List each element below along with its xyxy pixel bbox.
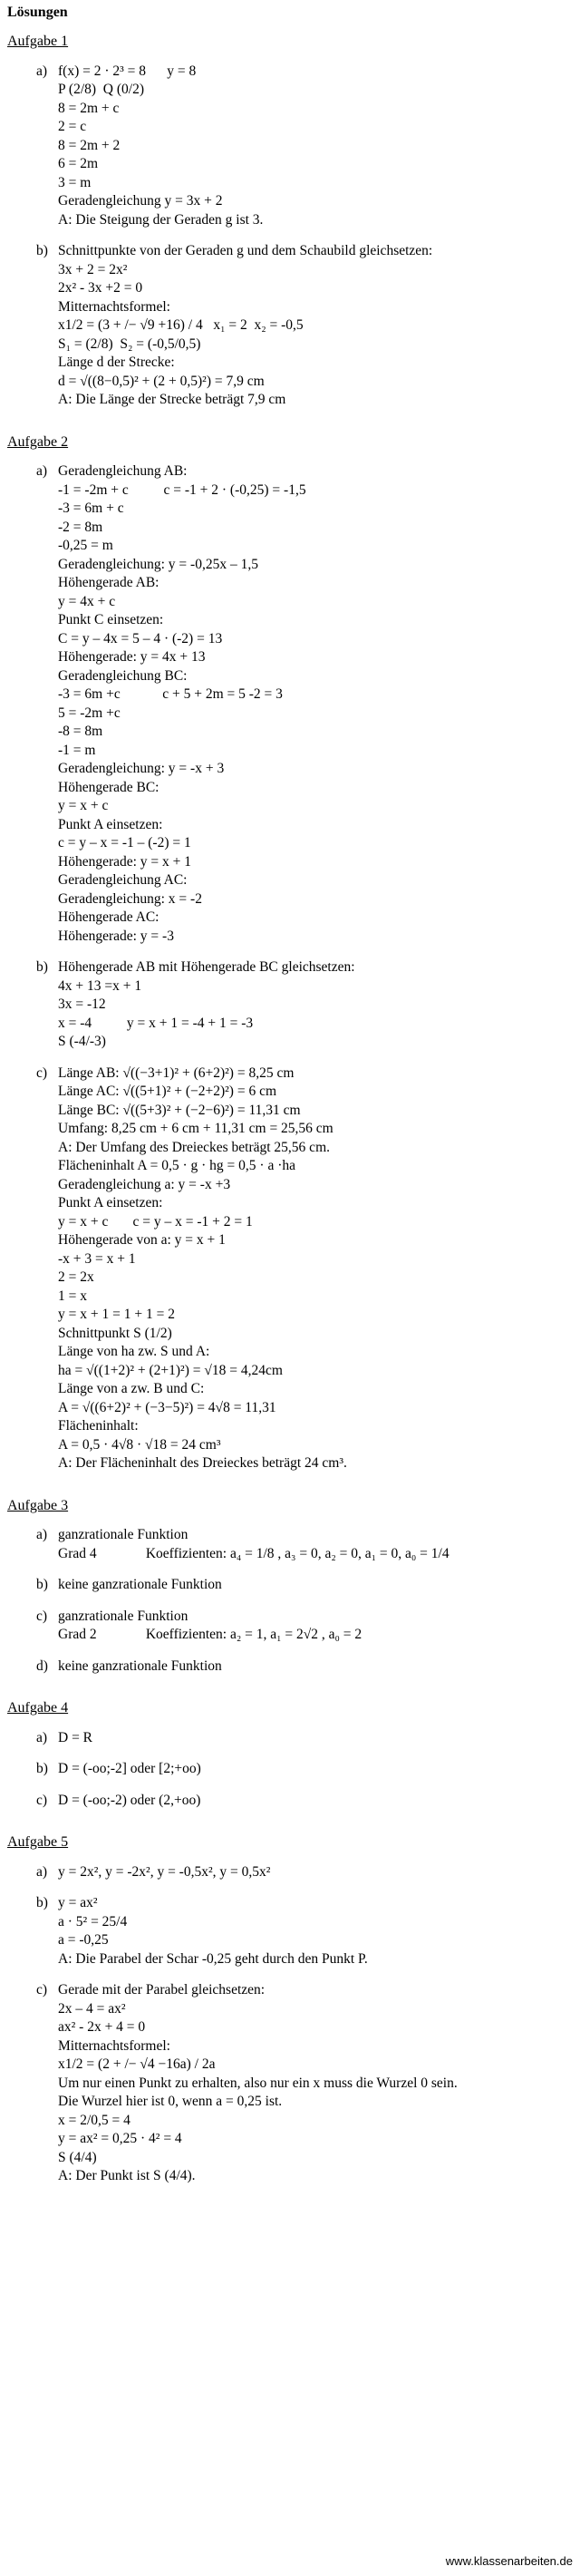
solution-line: Geradengleichung: y = -0,25x – 1,5 [58, 556, 258, 572]
subtask-label: b) [36, 1577, 48, 1592]
solution-line: Geradengleichung AC: [58, 872, 188, 888]
subtask [36, 1729, 580, 1748]
solution-line: Flächeninhalt A = 0,5 · g · hg = 0,5 · a ·ha [58, 1158, 295, 1173]
solution-line: S (-4/-3) [58, 1034, 106, 1049]
subtask-label: a) [36, 463, 48, 479]
solution-line: f(x) = 2 · 2³ = 8 y = 8 [58, 63, 197, 79]
solution-line: S (4/4) [58, 2149, 97, 2165]
subtask-body [58, 1981, 580, 2186]
solution-line: x = -4 y = x + 1 = -4 + 1 = -3 [58, 1015, 254, 1031]
subtask-body [58, 1526, 580, 1563]
solution-line: A = 0,5 · 4√8 · √18 = 24 cm³ [58, 1436, 221, 1453]
solution-line: Flächeninhalt: [58, 1418, 139, 1434]
solution-line: Um nur einen Punkt zu erhalten, also nur ein x muss die Wurzel 0 sein. [58, 2075, 458, 2091]
section-1 [0, 33, 580, 410]
subtask-label: c) [36, 1064, 48, 1081]
subtask-label: b) [36, 243, 48, 258]
solution-line: -0,25 = m [58, 538, 113, 553]
subtask-body [58, 242, 580, 410]
solution-line: Höhengerade AB: [58, 575, 160, 590]
solution-line: -1 = -2m + c c = -1 + 2 · (-0,25) = -1,5 [58, 481, 306, 498]
subtask-label: b) [36, 1895, 48, 1910]
solution-line: A: Der Umfang des Dreieckes beträgt 25,56 cm. [58, 1139, 330, 1155]
solution-line: Umfang: 8,25 cm + 6 cm + 11,31 cm = 25,56 cm [58, 1121, 334, 1136]
solution-line: 2 = c [58, 119, 87, 134]
solution-line: -3 = 6m + c [58, 501, 124, 516]
solution-line: Geradengleichung BC: [58, 667, 188, 684]
solution-line: y = 2x², y = -2x², y = -0,5x², y = 0,5x² [58, 1863, 271, 1880]
solution-line: Die Wurzel hier ist 0, wenn a = 0,25 ist. [58, 2094, 283, 2109]
solution-line: A: Die Länge der Strecke beträgt 7,9 cm [58, 392, 286, 407]
solution-line: Länge BC: √((5+3)² + (−2−6)²) = 11,31 cm [58, 1102, 301, 1118]
solution-line: y = ax² [58, 1895, 98, 1910]
solution-line: Punkt A einsetzen: [58, 816, 163, 832]
solution-line: 2 = 2x [58, 1269, 94, 1285]
subtask-label: c) [36, 1982, 48, 1998]
solution-line: 5 = -2m +c [58, 705, 121, 721]
solution-line: Höhengerade BC: [58, 779, 160, 795]
section-heading: Aufgabe 2 [7, 433, 69, 450]
solution-line: y = x + c [58, 798, 109, 813]
solution-line: -3 = 6m +c c + 5 + 2m = 5 -2 = 3 [58, 686, 283, 702]
solutions-document [0, 27, 580, 2210]
subtask [36, 462, 580, 946]
solution-line: 3 = m [58, 174, 92, 190]
solution-line: A: Die Parabel der Schar -0,25 geht durch den Punkt P. [58, 1950, 368, 1967]
subtask-label: b) [36, 1761, 48, 1776]
subtask-label: c) [36, 1792, 48, 1808]
section-2 [0, 433, 580, 1473]
subtask-body [58, 1657, 580, 1677]
solution-line: 3x + 2 = 2x² [58, 261, 128, 277]
section-heading: Aufgabe 1 [7, 34, 69, 49]
solution-line: Grad 2 Koeffizienten: a₂ = 1, a₁ = 2√2 , a₀ = 2 [58, 1627, 362, 1642]
subtask [36, 1792, 580, 1811]
solution-line: d = √((8−0,5)² + (2 + 0,5)²) = 7,9 cm [58, 373, 265, 389]
solution-line: Mitternachtsformel: [58, 298, 170, 315]
footer-url: www.klassenarbeiten.de [445, 2553, 573, 2568]
solution-line: -1 = m [58, 742, 96, 758]
solution-line: 4x + 13 =x + 1 [58, 977, 142, 994]
subtask-label: a) [36, 63, 48, 79]
solution-line: Höhengerade: y = -3 [58, 928, 174, 944]
solution-line: ganzrationale Funktion [58, 1608, 188, 1624]
subtask-label: d) [36, 1657, 48, 1674]
solution-line: ha = √((1+2)² + (2+1)²) = √18 = 4,24cm [58, 1362, 283, 1378]
solution-line: C = y – 4x = 5 – 4 · (-2) = 13 [58, 630, 223, 646]
solution-line: 6 = 2m [58, 156, 99, 171]
subtask-body [58, 1760, 580, 1779]
solution-line: 8 = 2m + 2 [58, 137, 121, 153]
solution-line: -2 = 8m [58, 519, 103, 535]
subtask-label: b) [36, 959, 48, 975]
solution-line: Höhengerade AC: [58, 909, 160, 925]
solution-line: Geradengleichung: x = -2 [58, 890, 202, 907]
solution-line: A: Der Flächeninhalt des Dreieckes beträgt 24 cm³. [58, 1455, 347, 1471]
solution-line: -x + 3 = x + 1 [58, 1250, 136, 1267]
subtask [36, 1760, 580, 1779]
solution-line: y = x + c c = y – x = -1 + 2 = 1 [58, 1213, 253, 1230]
subtask-body [58, 1064, 580, 1473]
solution-line: keine ganzrationale Funktion [58, 1657, 222, 1674]
section-5 [0, 1833, 580, 2186]
solution-line: D = R [58, 1729, 93, 1745]
solution-line: Geradengleichung AB: [58, 463, 188, 479]
solution-line: 3x = -12 [58, 996, 106, 1012]
solution-line: Höhengerade: y = x + 1 [58, 853, 192, 870]
solution-line: Höhengerade AB mit Höhengerade BC gleichsetzen: [58, 959, 355, 975]
solution-line: ax² - 2x + 4 = 0 [58, 2019, 146, 2035]
solution-line: A = √((6+2)² + (−3−5)²) = 4√8 = 11,31 [58, 1399, 276, 1415]
solution-line: P (2/8) Q (0/2) [58, 82, 144, 97]
subtask [36, 1981, 580, 2186]
solution-line: Geradengleichung a: y = -x +3 [58, 1176, 231, 1192]
solution-line: Punkt A einsetzen: [58, 1195, 163, 1210]
solution-line: A: Die Steigung der Geraden g ist 3. [58, 211, 264, 228]
solution-line: y = ax² = 0,25 · 4² = 4 [58, 2131, 182, 2146]
subtask-body [58, 1792, 580, 1811]
subtask-label: a) [36, 1729, 48, 1745]
subtask-body [58, 958, 580, 1052]
subtask [36, 1526, 580, 1563]
solution-line: D = (-oo;-2) oder (2,+oo) [58, 1792, 201, 1808]
subtask [36, 63, 580, 230]
subtask [36, 1576, 580, 1595]
section-heading: Aufgabe 5 [7, 1834, 69, 1850]
solution-line: x1/2 = (2 + /− √4 −16a) / 2a [58, 2056, 216, 2072]
solution-line: ganzrationale Funktion [58, 1527, 188, 1542]
solution-line: 8 = 2m + c [58, 100, 120, 116]
subtask [36, 242, 580, 410]
subtask [36, 1894, 580, 1968]
solution-line: Geradengleichung: y = -x + 3 [58, 761, 225, 776]
solution-line: Schnittpunkte von der Geraden g und dem Schaubild gleichsetzen: [58, 243, 433, 258]
section-heading: Aufgabe 3 [7, 1497, 69, 1513]
subtask [36, 1657, 580, 1677]
subtask-body [58, 1608, 580, 1645]
solution-line: 2x – 4 = ax² [58, 2000, 126, 2017]
solution-line: Länge AC: √((5+1)² + (−2+2)²) = 6 cm [58, 1084, 276, 1099]
solution-line: x1/2 = (3 + /− √9 +16) / 4 x₁ = 2 x₂ = -0,5 [58, 317, 304, 333]
solution-line: y = x + 1 = 1 + 1 = 2 [58, 1307, 175, 1322]
solution-line: S₁ = (2/8) S₂ = (-0,5/0,5) [58, 335, 201, 352]
solution-line: Schnittpunkt S (1/2) [58, 1325, 172, 1341]
solution-line: 1 = x [58, 1288, 87, 1304]
subtask-label: a) [36, 1527, 48, 1542]
solution-line: 2x² - 3x +2 = 0 [58, 280, 143, 296]
solution-line: keine ganzrationale Funktion [58, 1577, 222, 1592]
subtask-label: c) [36, 1608, 48, 1624]
subtask [36, 958, 580, 1052]
section-4 [0, 1699, 580, 1810]
subtask-body [58, 1729, 580, 1748]
subtask [36, 1608, 580, 1645]
solution-line: A: Der Punkt ist S (4/4). [58, 2168, 196, 2183]
solution-line: Grad 4 Koeffizienten: a₄ = 1/8 , a₃ = 0, a₂ = 0, a₁ = 0, a₀ = 1/4 [58, 1545, 450, 1561]
solution-line: D = (-oo;-2] oder [2;+oo) [58, 1761, 201, 1776]
subtask [36, 1064, 580, 1473]
solution-line: Punkt C einsetzen: [58, 612, 164, 627]
subtask-body [58, 1894, 580, 1968]
subtask-body [58, 1576, 580, 1595]
solution-line: Länge von ha zw. S und A: [58, 1344, 210, 1359]
solution-line: Gerade mit der Parabel gleichsetzen: [58, 1982, 266, 1998]
solution-line: Länge d der Strecke: [58, 355, 175, 370]
solution-line: a = -0,25 [58, 1932, 109, 1948]
solution-line: c = y – x = -1 – (-2) = 1 [58, 835, 191, 851]
subtask-body [58, 1863, 580, 1882]
solution-line: a · 5² = 25/4 [58, 1913, 128, 1930]
solution-line: -8 = 8m [58, 724, 103, 739]
subtask-label: a) [36, 1863, 48, 1880]
solution-line: Länge von a zw. B und C: [58, 1381, 205, 1396]
solution-line: Länge AB: √((−3+1)² + (6+2)²) = 8,25 cm [58, 1064, 295, 1081]
subtask-body [58, 462, 580, 946]
solution-line: Geradengleichung y = 3x + 2 [58, 193, 223, 209]
solution-line: Mitternachtsformel: [58, 2037, 170, 2054]
solution-line: Höhengerade von a: y = x + 1 [58, 1232, 226, 1248]
section-heading: Aufgabe 4 [7, 1700, 69, 1716]
section-3 [0, 1497, 580, 1677]
solution-line: Höhengerade: y = 4x + 13 [58, 649, 206, 665]
subtask [36, 1863, 580, 1882]
solution-line: x = 2/0,5 = 4 [58, 2112, 130, 2128]
subtask-body [58, 63, 580, 230]
page-title: Lösungen [7, 5, 68, 20]
solution-line: y = 4x + c [58, 593, 116, 609]
